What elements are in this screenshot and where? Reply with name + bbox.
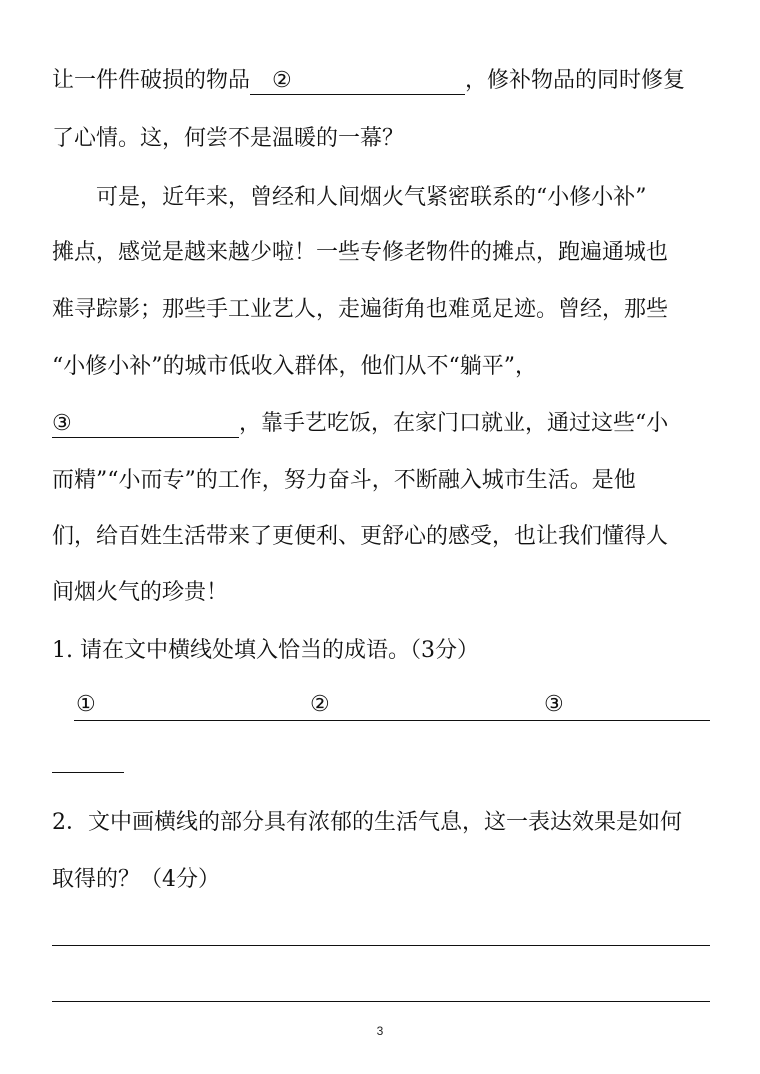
blank-label: ③ xyxy=(52,411,72,436)
text-segment: ，靠手艺吃饭，在家门口就业，通过这些“小 xyxy=(239,411,669,436)
paragraph2-line7: 们，给百姓生活带来了更便利、更舒心的感受，也让我们懂得人 xyxy=(52,524,669,549)
paragraph2-line4: “小修小补”的城市低收入群体，他们从不“躺平”， xyxy=(52,354,537,379)
question2-line2: 取得的？（4分） xyxy=(52,867,220,892)
answer-label-1: ① xyxy=(76,692,96,717)
paragraph1-line1 xyxy=(52,66,712,96)
page-number: 3 xyxy=(376,1024,384,1038)
answer-line-2[interactable] xyxy=(52,1001,710,1002)
answer-label-2: ② xyxy=(310,692,330,717)
answer-line-1[interactable] xyxy=(52,945,710,946)
paragraph2-line8: 间烟火气的珍贵！ xyxy=(52,580,229,605)
paragraph2-line2: 摊点，感觉是越来越少啦！一些专修老物件的摊点，跑遍通城也 xyxy=(52,240,669,265)
text-segment: 让一件件破损的物品 xyxy=(52,68,251,93)
fill-blank-3[interactable] xyxy=(52,411,239,438)
question1-text: 1. 请在文中横线处填入恰当的成语。（3分） xyxy=(52,638,479,663)
paragraph2-line6: 而精”“小而专”的工作，努力奋斗，不断融入城市生活。是他 xyxy=(52,468,636,493)
question2-line1: 2．文中画横线的部分具有浓郁的生活气息，这一表达效果是如何 xyxy=(52,810,682,835)
text-segment: ，修补物品的同时修复 xyxy=(465,68,686,93)
answer-line-continuation[interactable] xyxy=(52,772,124,773)
paragraph2-line3: 难寻踪影；那些手工业艺人，走遍街角也难觅足迹。曾经，那些 xyxy=(52,297,669,322)
blank-label: ② xyxy=(272,68,292,93)
fill-blank-2[interactable] xyxy=(250,68,465,95)
paragraph1-line2: 了心情。这，何尝不是温暖的一幕？ xyxy=(52,126,405,151)
question1-answer-row[interactable] xyxy=(74,692,710,721)
paragraph2-line1: 可是，近年来，曾经和人间烟火气紧密联系的“小修小补” xyxy=(96,185,647,210)
paragraph2-line5 xyxy=(52,409,712,439)
answer-label-3: ③ xyxy=(544,692,564,717)
